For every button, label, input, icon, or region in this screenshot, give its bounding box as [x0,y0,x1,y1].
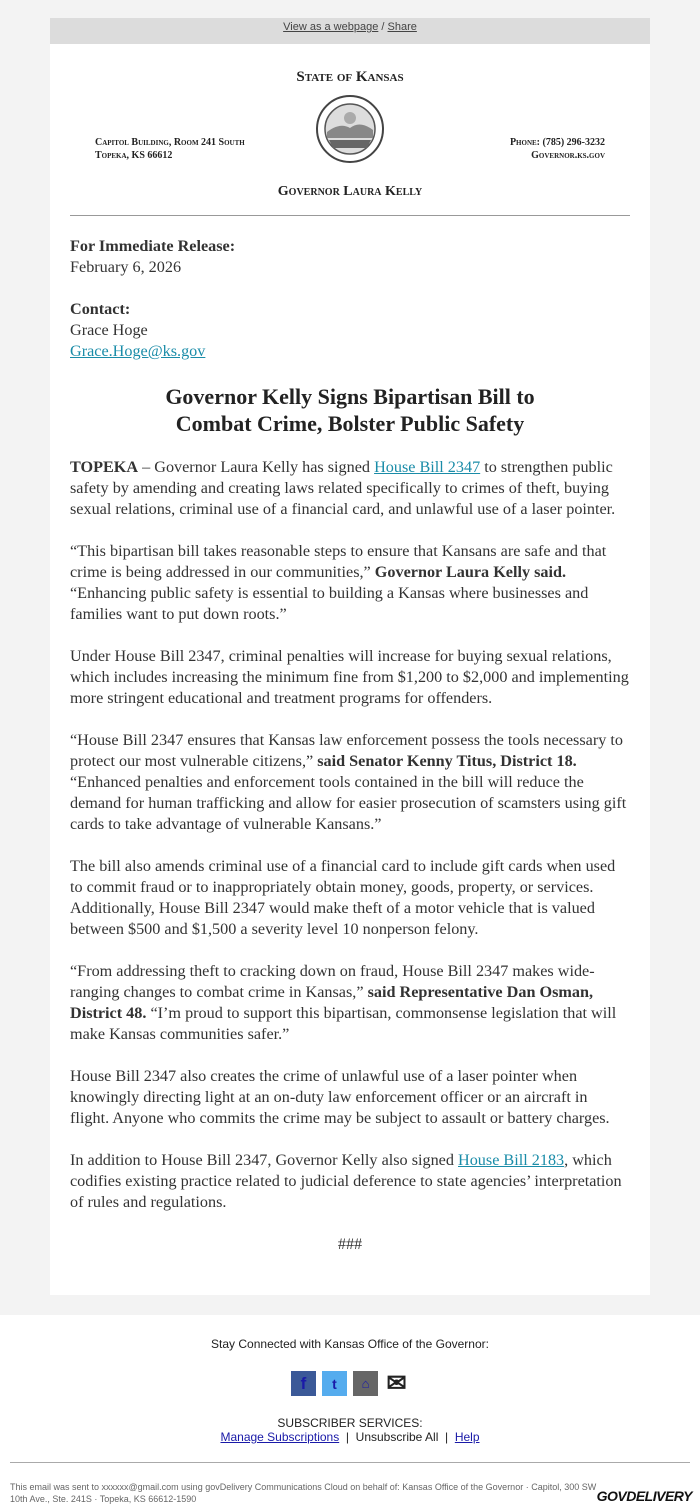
dateline: TOPEKA [70,458,139,476]
paragraph [70,730,630,835]
help-link[interactable]: Help [454,1430,480,1444]
text: – Governor Laura Kelly has signed [138,458,375,476]
letterhead-address [95,136,245,162]
letterhead-contact [510,136,605,162]
contact-info [70,299,630,362]
subscriber-links [0,1430,700,1444]
share-link[interactable]: Share [387,21,417,33]
paragraph [70,961,630,1045]
phone: Phone: (785) 296-3232 [509,137,605,148]
letterhead-title: State of Kansas [296,69,404,85]
release-date: February 6, 2026 [70,258,182,276]
paragraph: Under House Bill 2347, criminal penalties will increase for buying sexual relations, which includes increasing the minimum fine from $1,200 to $2,000 and implementing more stringent educational and treatment programs for offenders. [70,647,629,707]
text: “This bipartisan bill takes reasonable steps to ensure that Kansans are safe and that crime is being addressed in our communities,” [70,542,607,581]
paragraph: House Bill 2347 also creates the crime of unlawful use of a laser pointer when knowingly directing light at an on-duty law enforcement officer or an aircraft in flight. Anyone who commits the crime may be subject to assault or battery charges. [70,1067,610,1127]
text: In addition to House Bill 2347, Governor Kelly also signed [70,1151,459,1169]
manage-subscriptions-link[interactable]: Manage Subscriptions [220,1430,340,1444]
govdelivery-logo: GOVDELIVERY [596,1488,692,1504]
facebook-icon[interactable]: f [291,1371,316,1396]
separator: | [438,1430,455,1444]
footer [0,1315,700,1444]
house-bill-2183-link[interactable]: House Bill 2183 [458,1151,565,1169]
release-label: For Immediate Release: [70,237,236,255]
end-mark: ### [337,1235,363,1253]
legal-text [10,1462,690,1505]
headline-line: Combat Crime, Bolster Public Safety [175,411,525,436]
contact-name: Grace Hoge [70,321,148,339]
stay-connected-text: Stay Connected with Kansas Office of the Governor: [211,1337,489,1351]
social-links [0,1371,700,1396]
attribution: Governor Laura Kelly said. [374,563,567,581]
email-card [50,44,650,1295]
release-info [70,236,630,278]
headline [70,383,630,437]
letterhead-governor: Governor Laura Kelly [277,184,423,199]
address-line: Topeka, KS 66612 [95,150,173,161]
website: Governor.ks.gov [531,150,605,161]
address-line: Capitol Building, Room 241 South [95,137,245,148]
subscriber-services-label: SUBSCRIBER SERVICES: [277,1416,423,1430]
contact-label: Contact: [70,300,131,318]
twitter-icon[interactable]: t [322,1371,347,1396]
press-release-body [70,236,630,1255]
headline-line: Governor Kelly Signs Bipartisan Bill to [165,384,535,409]
house-bill-2347-link[interactable]: House Bill 2347 [374,458,481,476]
separator: | [339,1430,356,1444]
text: to strengthen public safety by amending and creating laws related specifically to crimes of theft, buying sexual relations, criminal use of a financial card, and unlawful use of a laser pointer. [70,458,616,518]
text: “House Bill 2347 ensures that Kansas law enforcement possess the tools necessary to protect our most vulnerable citizens,” [70,731,623,770]
kansas-seal-icon [315,94,385,164]
paragraph: The bill also amends criminal use of a financial card to include gift cards when used to commit fraud or to inappropriately obtain money, goods, property, or services. Additionally, House Bill 2347 would make theft of a motor vehicle that is valued between $500 and $1,500 a severity level 10 nonperson felony. [70,857,616,938]
unsubscribe-all-link[interactable]: Unsubscribe All [355,1430,439,1444]
text: “Enhancing public safety is essential to building a Kansas where businesses and families want to put down roots.” [70,584,589,623]
contact-email-link[interactable]: Grace.Hoge@ks.gov [70,342,206,360]
attribution: said Representative Dan Osman, District 48. [70,983,594,1022]
legal-line: This email was sent to xxxxxx@gmail.com using govDelivery Communications Cloud on behalf of: Kansas Office of the Governor · Capitol, 300 SW 10th Ave., Ste. 241S · Topeka, KS 66612-1590 [10,1482,597,1504]
view-webpage-link[interactable]: View as a webpage [283,21,379,33]
paragraph [70,457,630,520]
home-icon[interactable]: ⌂ [353,1371,378,1396]
attribution: said Senator Kenny Titus, District 18. [317,752,577,770]
text: “Enhanced penalties and enforcement tools contained in the bill will reduce the demand for human trafficking and allow for easier prosecution of scamsters using gift cards to take advantage of vulnerable Kansans.” [70,773,627,833]
topbar-sep: / [378,21,388,33]
text: , which codifies existing practice related to judicial deference to state agencies’ interpretation of rules and regulations. [70,1151,622,1211]
top-bar [50,18,650,44]
text: “From addressing theft to cracking down on fraud, House Bill 2347 makes wide-ranging changes to combat crime in Kansas,” [70,962,595,1001]
email-icon[interactable]: ✉ [386,1370,407,1397]
letterhead [70,64,630,216]
text: “I’m proud to support this bipartisan, commonsense legislation that will make Kansas communities safer.” [70,1004,617,1043]
paragraph [70,541,630,625]
paragraph [70,1150,630,1213]
